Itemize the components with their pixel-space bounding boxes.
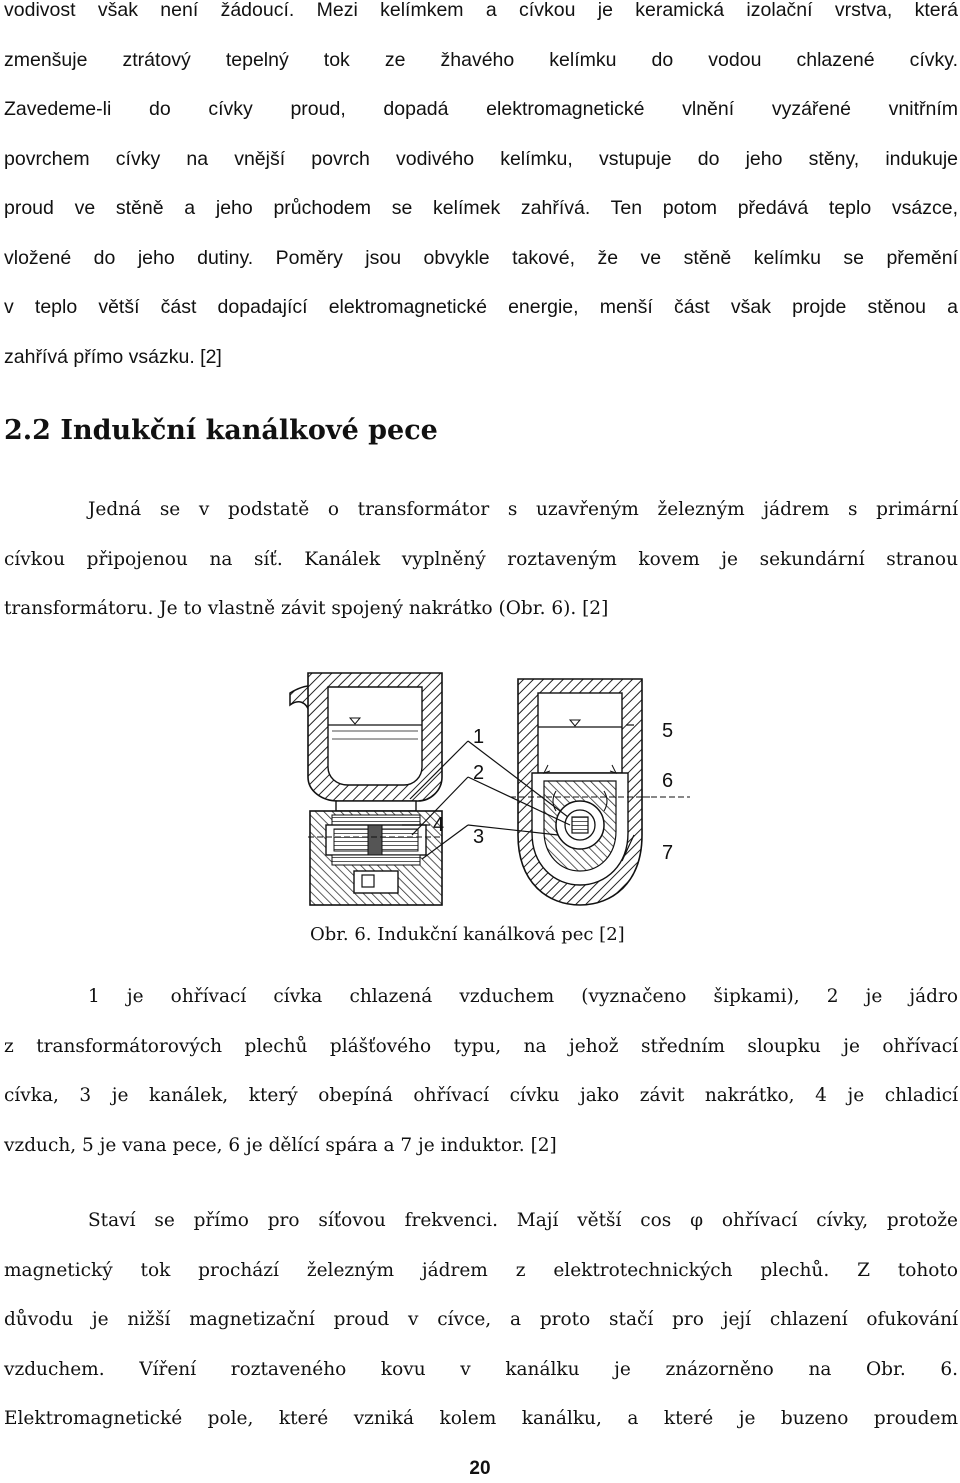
text-line: povrchem cívky na vnější povrch vodivého kelímku, vstupuje do jeho stěny, indukuje xyxy=(4,147,958,170)
text-line: cívka, 3 je kanálek, který obepíná ohřívací cívku jako závit nakrátko, 4 je chladicí xyxy=(4,1085,958,1106)
text-line: zmenšuje ztrátový tepelný tok ze žhavého kelímku do vodou chlazené cívky. xyxy=(4,48,958,71)
label-1: 1 xyxy=(473,726,485,748)
label-7: 7 xyxy=(662,842,674,864)
text-line: v teplo větší část dopadající elektromagnetické energie, menší část však projde stěnou a xyxy=(4,296,958,318)
channel-furnace-figure xyxy=(270,665,700,915)
furnace-front-view xyxy=(510,679,690,905)
text-line: vložené do jeho dutiny. Poměry jsou obvykle takové, že ve stěně kelímku se přemění xyxy=(4,246,958,269)
paragraph-frequency xyxy=(4,1196,958,1444)
label-2: 2 xyxy=(473,762,485,784)
text-line: z transformátorových plechů plášťového typu, na jehož středním sloupku je ohřívací xyxy=(4,1035,958,1057)
label-5: 5 xyxy=(662,720,674,742)
text-line: vzduch, 5 je vana pece, 6 je dělící spára a 7 je induktor. [2] xyxy=(4,1134,557,1156)
text-line: Staví se přímo pro síťovou frekvenci. Mají větší cos φ ohřívací cívky, protože xyxy=(88,1210,958,1231)
label-3: 3 xyxy=(473,826,485,848)
text-line: magnetický tok prochází železným jádrem z elektrotechnických plechů. Z tohoto xyxy=(4,1259,958,1281)
text-line: zahřívá přímo vsázku. [2] xyxy=(4,345,222,368)
text-line: vodivost však není žádoucí. Mezi kelímkem a cívkou je keramická izolační vrstva, která xyxy=(4,0,958,21)
paragraph-channel-furnace-intro xyxy=(4,485,958,634)
section-heading: 2.2 Indukční kanálkové pece xyxy=(4,415,438,446)
text-line: Elektromagnetické pole, které vzniká kolem kanálku, a které je buzeno proudem xyxy=(4,1408,958,1429)
text-line: Jedná se v podstatě o transformátor s uzavřeným železným jádrem s primární xyxy=(88,499,958,520)
text-line: vzduchem. Víření roztaveného kovu v kanálku je znázorněno na Obr. 6. xyxy=(4,1358,958,1380)
figure-caption: Obr. 6. Indukční kanálková pec [2] xyxy=(310,924,625,945)
label-6: 6 xyxy=(662,770,674,792)
text-line: proud ve stěně a jeho průchodem se kelímek zahřívá. Ten potom předává teplo vsázce, xyxy=(4,197,958,219)
text-line: 1 je ohřívací cívka chlazená vzduchem (vyznačeno šipkami), 2 je jádro xyxy=(88,986,958,1007)
text-line: důvodu je nižší magnetizační proud v cívce, a proto stačí pro její chlazení ofukování xyxy=(4,1309,958,1330)
paragraph-crucible-furnace xyxy=(4,0,958,382)
page-number: 20 xyxy=(469,1458,491,1479)
paragraph-figure-legend xyxy=(4,972,958,1170)
label-4: 4 xyxy=(433,814,445,836)
text-line: transformátoru. Je to vlastně závit spojený nakrátko (Obr. 6). [2] xyxy=(4,598,609,619)
text-line: Zavedeme-li do cívky proud, dopadá elektromagnetické vlnění vyzářené vnitřním xyxy=(4,98,958,120)
text-line: cívkou připojenou na síť. Kanálek vyplněný roztaveným kovem je sekundární stranou xyxy=(4,548,958,570)
